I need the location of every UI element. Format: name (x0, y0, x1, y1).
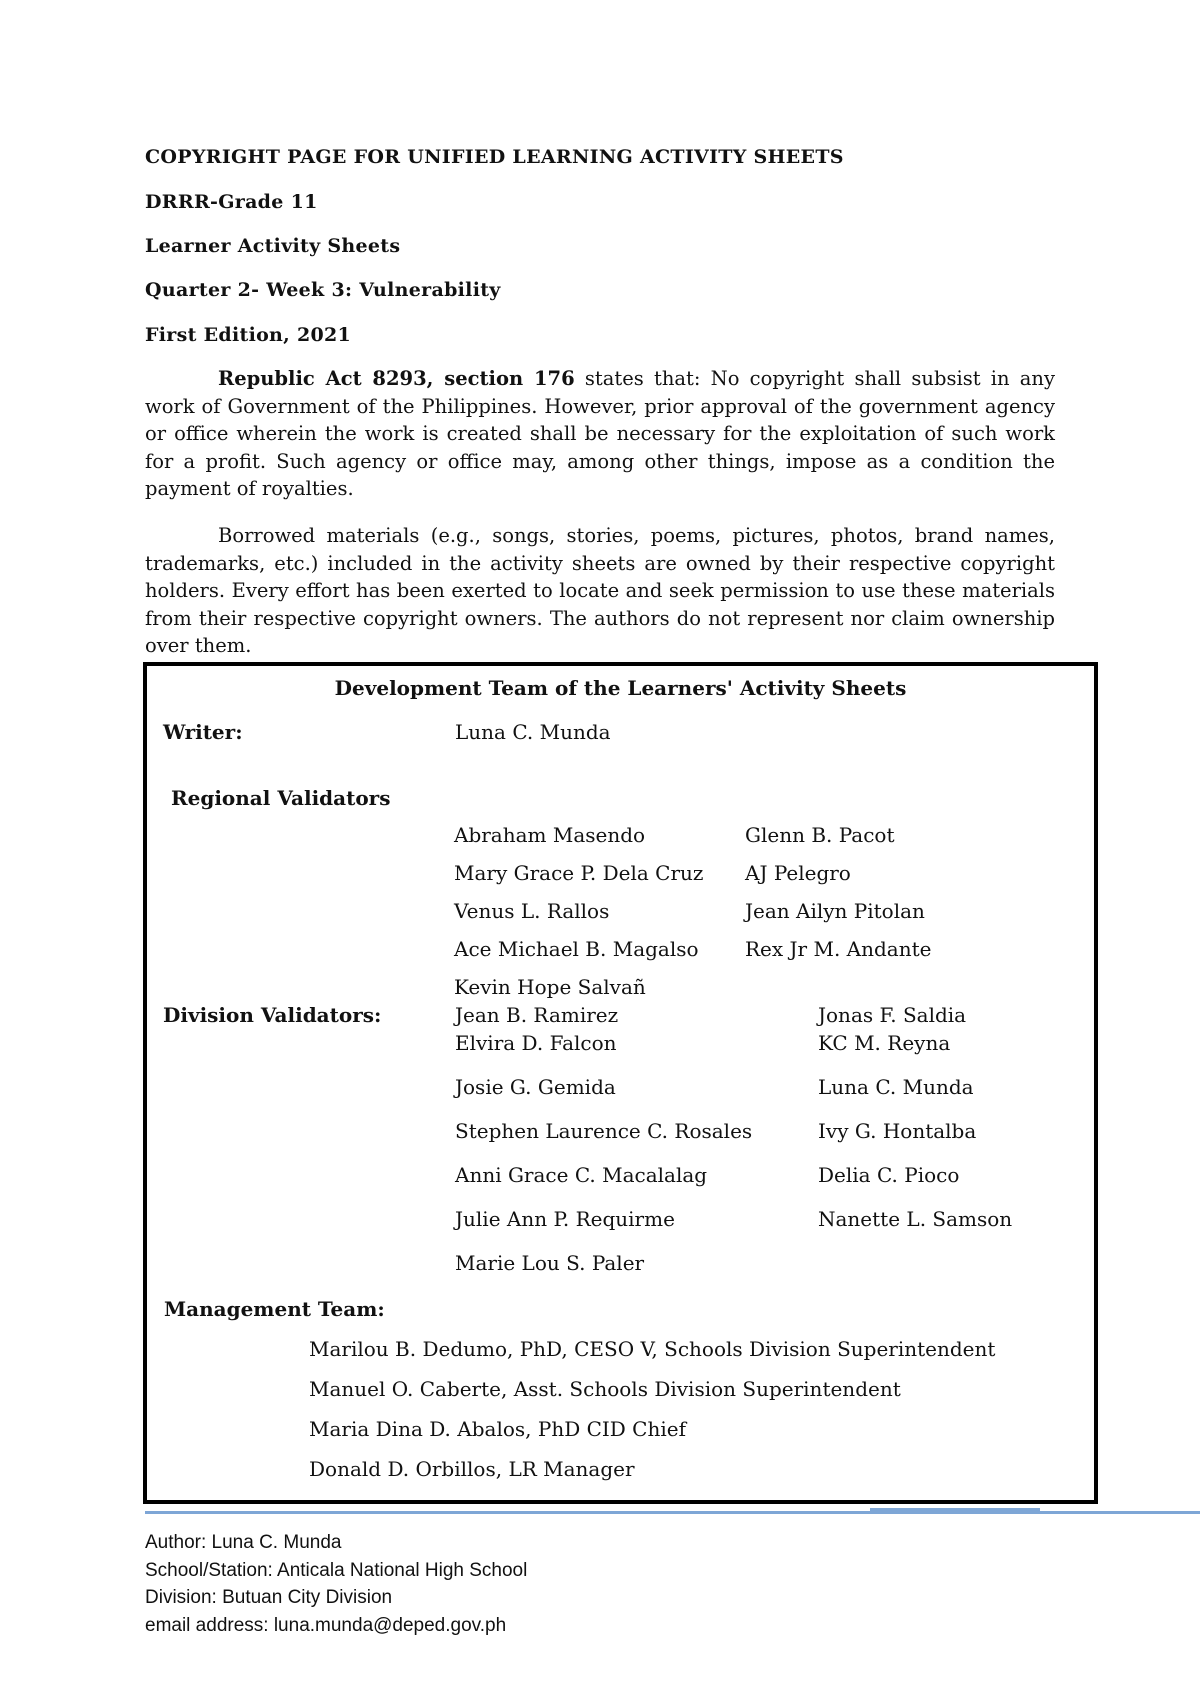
footer-divider (145, 1511, 1200, 1514)
footer-school: School/Station: Anticala National High School (145, 1560, 528, 1581)
division-validator: Delia C. Pioco (818, 1163, 960, 1187)
team-title: Development Team of the Learners' Activity Sheets (334, 676, 907, 700)
division-validator: Josie G. Gemida (455, 1075, 616, 1099)
subject-line: DRRR-Grade 11 (145, 191, 318, 213)
regional-validator: Glenn B. Pacot (745, 823, 895, 847)
footer-author: Author: Luna C. Munda (145, 1532, 342, 1553)
division-validator: Marie Lou S. Paler (455, 1251, 645, 1275)
management-member: Manuel O. Caberte, Asst. Schools Division Superintendent (309, 1377, 901, 1401)
division-validator: Stephen Laurence C. Rosales (455, 1119, 753, 1143)
regional-validator: Jean Ailyn Pitolan (745, 899, 925, 923)
management-team-label: Management Team: (164, 1297, 385, 1321)
division-validators-label: Division Validators: (163, 1003, 382, 1027)
division-validator: Julie Ann P. Requirme (455, 1207, 675, 1231)
edition-line: First Edition, 2021 (145, 324, 352, 346)
regional-validator: AJ Pelegro (745, 861, 851, 885)
copyright-text: states that: No copyright shall subsist in any work of Government of the Philippines. However, prior approval of the government agency or office wherein the work is created shall be necessary for the exploitation of such work for a profit. Such agency or office may, among other things, impose as a condition the payment of royalties. (145, 367, 1055, 500)
writer-name: Luna C. Munda (455, 720, 611, 744)
division-validator: Anni Grace C. Macalalag (455, 1163, 708, 1187)
regional-validators-label: Regional Validators (171, 786, 391, 810)
regional-validator: Rex Jr M. Andante (745, 937, 932, 961)
regional-validator: Mary Grace P. Dela Cruz (454, 861, 704, 885)
copyright-paragraph (145, 365, 1055, 503)
management-member: Marilou B. Dedumo, PhD, CESO V, Schools Division Superintendent (309, 1337, 996, 1361)
quarter-line: Quarter 2- Week 3: Vulnerability (145, 279, 501, 301)
footer-divider-accent (870, 1508, 1040, 1511)
sheet-type: Learner Activity Sheets (145, 235, 401, 257)
management-member: Maria Dina D. Abalos, PhD CID Chief (309, 1417, 687, 1441)
division-validator: Ivy G. Hontalba (818, 1119, 977, 1143)
footer-division: Division: Butuan City Division (145, 1587, 393, 1608)
division-validator: Luna C. Munda (818, 1075, 974, 1099)
division-validator: Jonas F. Saldia (818, 1003, 967, 1027)
division-validator: Elvira D. Falcon (455, 1031, 617, 1055)
regional-validator: Ace Michael B. Magalso (454, 937, 699, 961)
borrowed-materials-paragraph (145, 522, 1055, 660)
division-validator: KC M. Reyna (818, 1031, 951, 1055)
development-team-box (143, 662, 1098, 1504)
division-validator: Nanette L. Samson (818, 1207, 1013, 1231)
regional-validator: Abraham Masendo (454, 823, 646, 847)
law-reference: Republic Act 8293, section 176 (218, 367, 575, 390)
borrowed-text: Borrowed materials (e.g., songs, stories, poems, pictures, photos, brand names, trademarks, etc.) included in the activity sheets are owned by their respective copyright holders. Every effort has been exerted to locate and seek permission to use these materials from their respective copyright owners. The authors do not represent nor claim ownership over them. (145, 524, 1055, 657)
footer-email: email address: luna.munda@deped.gov.ph (145, 1615, 507, 1636)
regional-validator: Venus L. Rallos (454, 899, 610, 923)
page-title: COPYRIGHT PAGE FOR UNIFIED LEARNING ACTIVITY SHEETS (145, 146, 844, 168)
regional-validator: Kevin Hope Salvañ (454, 975, 646, 999)
management-member: Donald D. Orbillos, LR Manager (309, 1457, 635, 1481)
writer-label: Writer: (163, 720, 243, 744)
division-validator: Jean B. Ramirez (455, 1003, 619, 1027)
